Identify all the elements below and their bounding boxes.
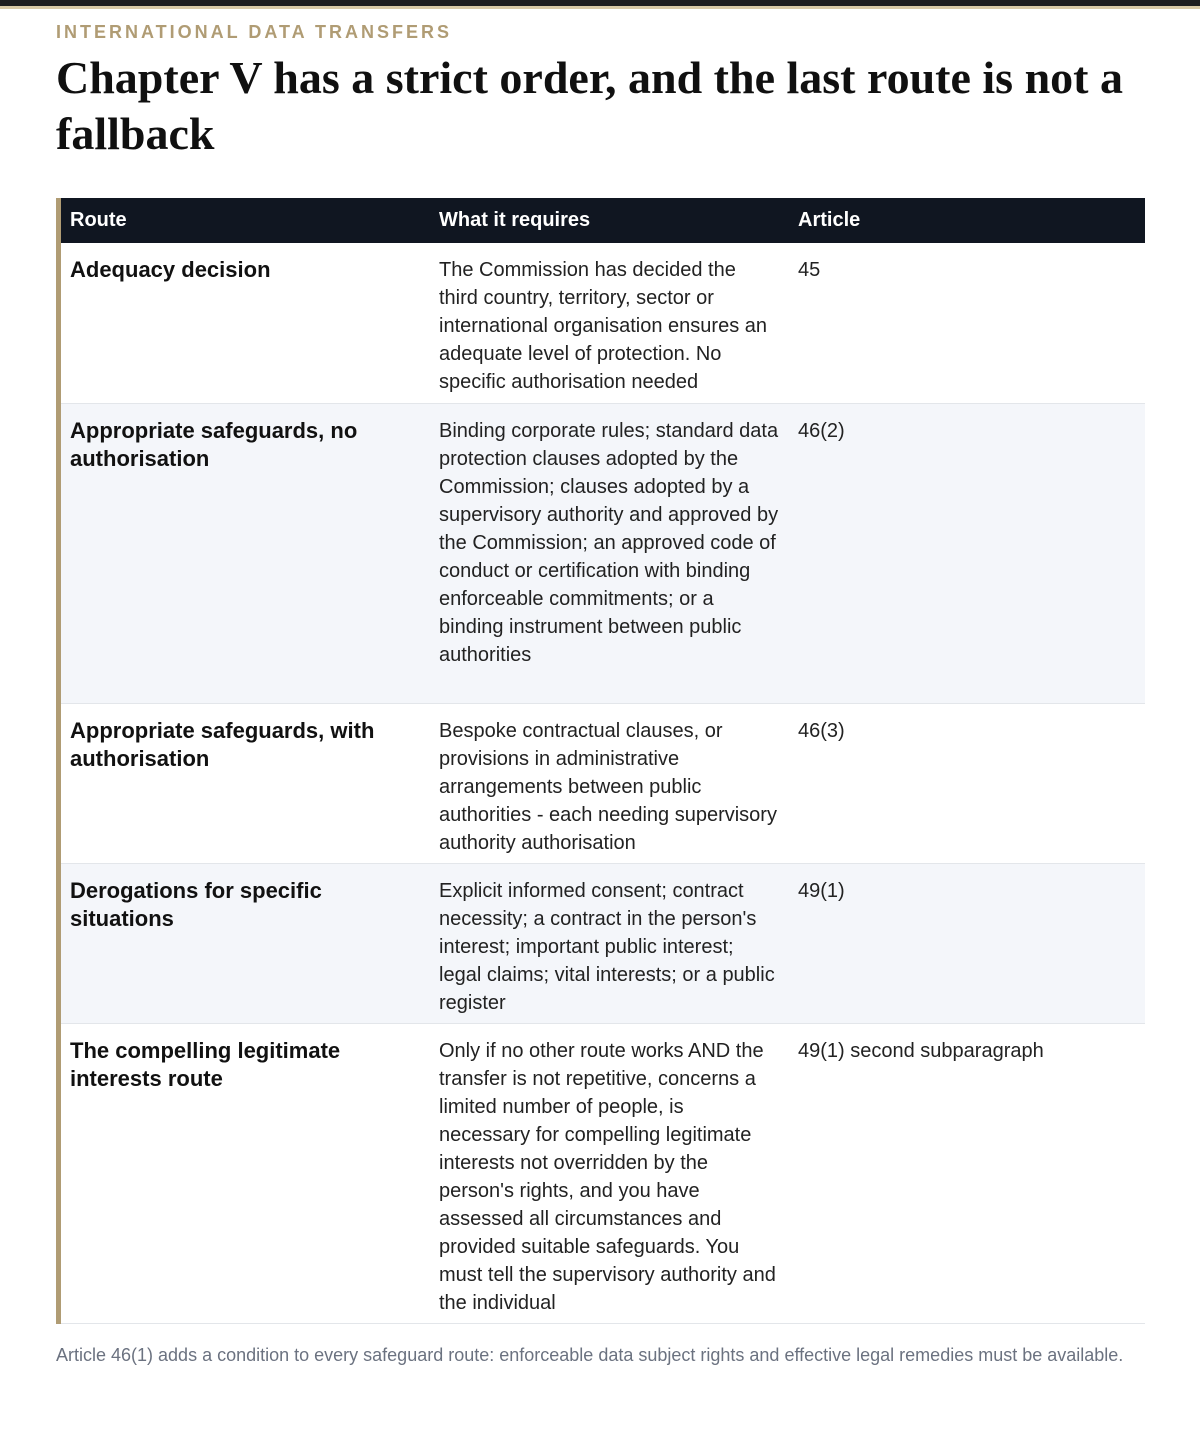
column-header-article: Article — [789, 198, 1145, 243]
route-requirements: Only if no other route works AND the transfer is not repetitive, concerns a limited number of people, is necessary for compelling legitimate interests not overridden by the person's rights, and you have assessed all circumstances and provided suitable safeguards. You must tell the supervisory authority and the individual — [439, 1039, 776, 1314]
transfer-routes-table — [56, 198, 1145, 1324]
table-row — [61, 863, 1145, 1023]
table-row — [61, 703, 1145, 863]
column-header-route: Route — [61, 198, 430, 243]
route-requirements: The Commission has decided the third country, territory, sector or international organisation ensures an adequate level of protection. No specific authorisation needed — [439, 259, 767, 393]
route-article: 46(2) — [798, 419, 845, 442]
route-article: 49(1) second subparagraph — [798, 1039, 1044, 1062]
table-row — [61, 243, 1145, 403]
page-title: Chapter V has a strict order, and the last route is not a fallback — [56, 52, 1123, 159]
route-requirements: Bespoke contractual clauses, or provisions in administrative arrangements between public authorities - each needing supervisory authority authorisation — [439, 719, 777, 854]
top-accent-rule — [0, 0, 1200, 9]
route-name: The compelling legitimate interests route — [70, 1037, 341, 1091]
table-header-row — [61, 198, 1145, 243]
table-row — [61, 1023, 1145, 1323]
route-requirements: Binding corporate rules; standard data protection clauses adopted by the Commission; clauses adopted by a supervisory authority and approved by the Commission; an approved code of conduct or certification with binding enforceable commitments; or a binding instrument between public authorities — [439, 419, 779, 666]
route-article: 49(1) — [798, 879, 845, 902]
section-eyebrow: INTERNATIONAL DATA TRANSFERS — [56, 22, 452, 42]
route-name: Derogations for specific situations — [70, 877, 322, 931]
route-name: Appropriate safeguards, no authorisation — [70, 417, 358, 471]
route-name: Adequacy decision — [70, 257, 271, 282]
route-article: 46(3) — [798, 719, 845, 742]
route-article: 45 — [798, 259, 821, 281]
route-name: Appropriate safeguards, with authorisation — [70, 717, 375, 771]
footnote: Article 46(1) adds a condition to every safeguard route: enforceable data subject rights and effective legal remedies must be available. — [56, 1345, 1124, 1365]
column-header-requirements: What it requires — [430, 198, 789, 243]
route-requirements: Explicit informed consent; contract necessity; a contract in the person's interest; important public interest; legal claims; vital interests; or a public register — [439, 879, 775, 1014]
table-row — [61, 403, 1145, 703]
